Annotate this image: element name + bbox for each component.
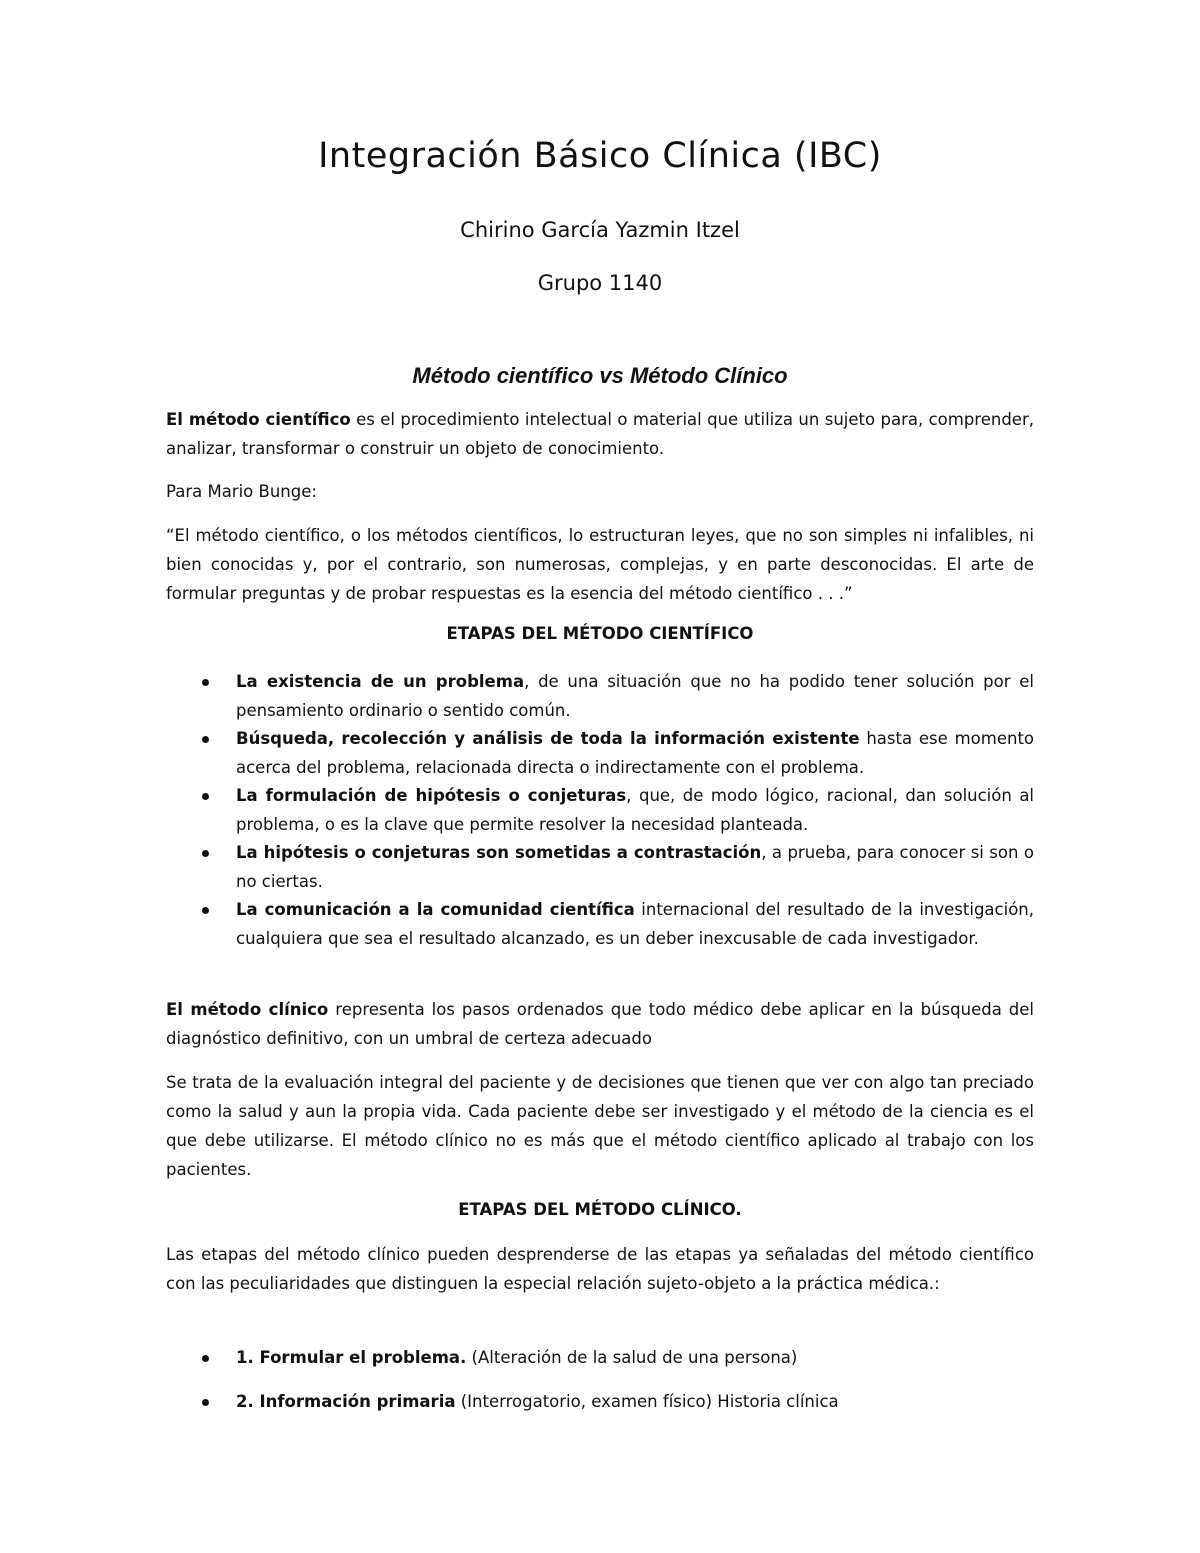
clinical-definition-text: representa los pasos ordenados que todo médico debe aplicar en la búsqueda del diagnóstico definitivo, con un umbral de certeza adecuado: [166, 1000, 1035, 1048]
bullet-icon: [202, 1355, 209, 1362]
list-item-term: 1. Formular el problema.: [236, 1348, 467, 1367]
section-title: Método científico vs Método Clínico: [412, 363, 788, 388]
clinical-stages-intro: Las etapas del método clínico pueden desprenderse de las etapas ya señaladas del método científico con las peculiaridades que distinguen la especial relación sujeto-objeto a la práctica médica.:: [166, 1245, 1034, 1293]
list-item-text: (Alteración de la salud de una persona): [466, 1348, 798, 1367]
list-item: [166, 782, 1034, 839]
list-item: [166, 725, 1034, 782]
list-item-term: Búsqueda, recolección y análisis de toda la información existente: [236, 729, 860, 748]
bullet-icon: [202, 850, 209, 857]
bullet-icon: [202, 679, 209, 686]
clinical-definition: [166, 995, 1034, 1053]
scientific-definition-text: es el procedimiento intelectual o material que utiliza un sujeto para, comprender, analizar, transformar o construir un objeto de conocimiento.: [166, 410, 1034, 458]
document-title: Integración Básico Clínica (IBC): [318, 136, 882, 176]
list-item-term: La formulación de hipótesis o conjeturas: [236, 786, 627, 805]
list-item-text: , a prueba, para conocer si son o no ciertas.: [236, 843, 1034, 891]
list-item-term: 2. Información primaria: [236, 1391, 456, 1411]
list-item: [166, 839, 1034, 896]
list-item: [166, 668, 1034, 725]
list-item: [166, 1344, 1034, 1373]
clinical-paragraph: Se trata de la evaluación integral del paciente y de decisiones que tienen que ver con algo tan preciado como la salud y aun la propia vida. Cada paciente debe ser investigado y el método de la ciencia es el que debe utilizarse. El método clínico no es más que el método científico aplicado al trabajo con los pacientes.: [166, 1073, 1034, 1179]
bullet-icon: [202, 793, 209, 800]
scientific-stages-list: [166, 668, 1034, 953]
list-item-term: La hipótesis o conjeturas son sometidas a contrastación: [236, 843, 762, 862]
list-item-text: hasta ese momento acerca del problema, relacionada directa o indirectamente con el problema.: [236, 729, 1035, 777]
bullet-icon: [202, 1399, 209, 1406]
clinical-stages-heading: ETAPAS DEL MÉTODO CLÍNICO.: [458, 1200, 742, 1219]
list-item-term: La comunicación a la comunidad científica: [236, 900, 635, 919]
group-label: Grupo 1140: [537, 271, 663, 295]
bunge-intro: Para Mario Bunge:: [166, 482, 317, 501]
list-item-term: La existencia de un problema: [236, 672, 525, 691]
list-item-text: (Interrogatorio, examen físico) Historia clínica: [455, 1391, 839, 1411]
list-item-text: internacional del resultado de la investigación, cualquiera que sea el resultado alcanzado, es un deber inexcusable de cada investigador.: [236, 900, 1034, 948]
author-name: Chirino García Yazmin Itzel: [460, 218, 740, 242]
scientific-stages-heading: ETAPAS DEL MÉTODO CIENTÍFICO: [446, 624, 754, 643]
scientific-definition-term: El método científico: [166, 410, 351, 429]
clinical-stages-list: [166, 1344, 1034, 1416]
bullet-icon: [202, 907, 209, 914]
clinical-definition-term: El método clínico: [166, 1000, 329, 1019]
list-item: [166, 1388, 1034, 1417]
scientific-definition: [166, 405, 1034, 463]
bunge-quote: “El método científico, o los métodos científicos, lo estructuran leyes, que no son simples ni infalibles, ni bien conocidas y, por el contrario, son numerosas, complejas, y en parte desconocidas. El arte de formular preguntas y de probar respuestas es la esencia del método científico . . .”: [166, 526, 1034, 603]
list-item: [166, 896, 1034, 953]
bullet-icon: [202, 736, 209, 743]
list-item-text: , que, de modo lógico, racional, dan solución al problema, o es la clave que permite resolver la necesidad planteada.: [236, 786, 1035, 834]
list-item-text: , de una situación que no ha podido tener solución por el pensamiento ordinario o sentido común.: [236, 672, 1034, 720]
